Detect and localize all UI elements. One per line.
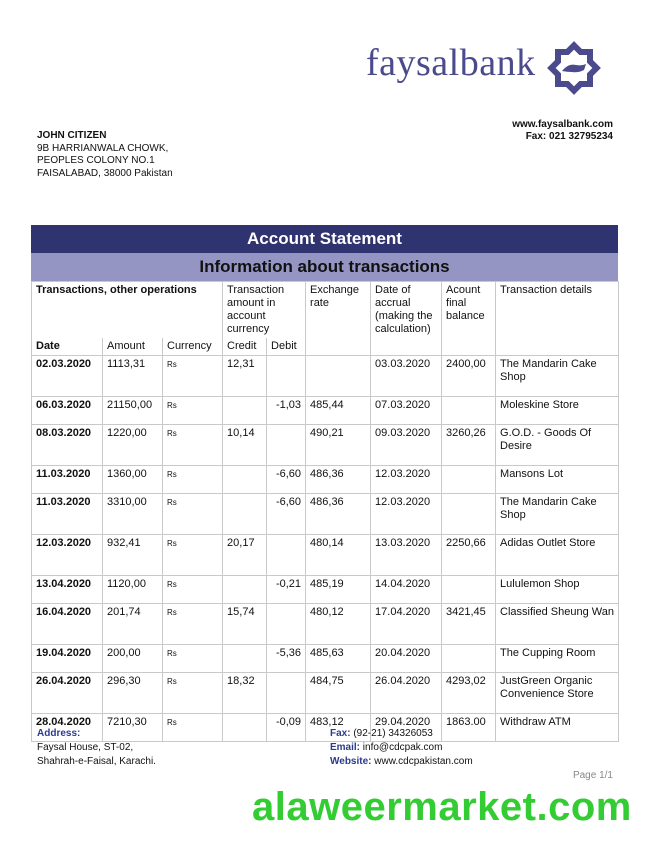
cell-currency: Rs — [163, 356, 223, 397]
bank-website: www.faysalbank.com — [512, 119, 613, 130]
cell-currency: Rs — [163, 397, 223, 425]
cell-amount: 201,74 — [103, 604, 163, 645]
cell-debit: -6,60 — [267, 466, 306, 494]
cell-debit — [267, 535, 306, 576]
cell-details: The Mandarin Cake Shop — [496, 494, 619, 535]
cell-final-balance: 3421,45 — [442, 604, 496, 645]
cell-details: JustGreen Organic Convenience Store — [496, 673, 619, 714]
cell-credit: 12,31 — [223, 356, 267, 397]
header-credit: Credit — [223, 338, 267, 356]
header-date: Date — [32, 338, 103, 356]
cell-credit — [223, 645, 267, 673]
cell-details: The Mandarin Cake Shop — [496, 356, 619, 397]
table-row — [32, 645, 619, 673]
table-row — [32, 466, 619, 494]
cell-accrual-date: 12.03.2020 — [371, 494, 442, 535]
cell-details: Moleskine Store — [496, 397, 619, 425]
table-row — [32, 397, 619, 425]
customer-address-line3: FAISALABAD, 38000 Pakistan — [37, 167, 173, 179]
customer-name: JOHN CITIZEN — [37, 130, 107, 141]
cell-accrual-date: 26.04.2020 — [371, 673, 442, 714]
footer-address-line2: Shahrah-e-Faisal, Karachi. — [37, 756, 156, 767]
cell-amount: 1120,00 — [103, 576, 163, 604]
cell-amount: 1113,31 — [103, 356, 163, 397]
cell-debit — [267, 425, 306, 466]
customer-address-line2: PEOPLES COLONY NO.1 — [37, 155, 155, 166]
cell-amount: 1360,00 — [103, 466, 163, 494]
cell-debit: -0,09 — [267, 714, 306, 742]
cell-debit — [267, 356, 306, 397]
cell-exchange-rate: 485,44 — [306, 397, 371, 425]
cell-accrual-date: 20.04.2020 — [371, 645, 442, 673]
footer-fax-value: (92-21) 34326053 — [353, 728, 433, 739]
header-exchange-rate: Exchange rate — [306, 282, 371, 356]
account-statement — [31, 225, 618, 742]
header-amount: Amount — [103, 338, 163, 356]
cell-date: 12.03.2020 — [32, 535, 103, 576]
cell-currency: Rs — [163, 604, 223, 645]
cell-exchange-rate — [306, 356, 371, 397]
star-emblem-icon — [542, 40, 606, 96]
cell-debit: -1,03 — [267, 397, 306, 425]
cell-date: 02.03.2020 — [32, 356, 103, 397]
statement-subtitle: Information about transactions — [31, 253, 618, 281]
cell-final-balance — [442, 576, 496, 604]
customer-address-line1: 9B HARRIANWALA CHOWK, — [37, 142, 169, 154]
header-amount-group: Transaction amount in account currency — [223, 282, 306, 339]
cell-amount: 3310,00 — [103, 494, 163, 535]
cell-date: 26.04.2020 — [32, 673, 103, 714]
table-row — [32, 576, 619, 604]
watermark-text: alaweermarket.com — [252, 785, 632, 829]
cell-debit: -0,21 — [267, 576, 306, 604]
cell-date: 19.04.2020 — [32, 645, 103, 673]
cell-credit: 18,32 — [223, 673, 267, 714]
cell-credit: 15,74 — [223, 604, 267, 645]
cell-debit: -5,36 — [267, 645, 306, 673]
cell-details: The Cupping Room — [496, 645, 619, 673]
cell-date: 16.04.2020 — [32, 604, 103, 645]
cell-credit — [223, 576, 267, 604]
cell-amount: 932,41 — [103, 535, 163, 576]
customer-address — [37, 130, 173, 180]
cell-debit — [267, 673, 306, 714]
cell-details: Withdraw ATM — [496, 714, 619, 742]
footer-email-label: Email: — [330, 742, 361, 753]
cell-accrual-date: 03.03.2020 — [371, 356, 442, 397]
cell-credit — [223, 714, 267, 742]
cell-date: 08.03.2020 — [32, 425, 103, 466]
cell-details: Lululemon Shop — [496, 576, 619, 604]
table-row — [32, 604, 619, 645]
logo-wordmark-part1: faysal — [366, 42, 460, 84]
cell-amount: 296,30 — [103, 673, 163, 714]
header-final-balance: Acount final balance — [442, 282, 496, 356]
cell-amount: 21150,00 — [103, 397, 163, 425]
statement-title: Account Statement — [31, 225, 618, 253]
table-row — [32, 356, 619, 397]
cell-amount: 200,00 — [103, 645, 163, 673]
cell-credit — [223, 466, 267, 494]
cell-currency: Rs — [163, 673, 223, 714]
cell-date: 11.03.2020 — [32, 494, 103, 535]
cell-credit: 20,17 — [223, 535, 267, 576]
cell-final-balance — [442, 645, 496, 673]
table-row — [32, 673, 619, 714]
cell-exchange-rate: 483,12 — [306, 714, 371, 742]
cell-credit — [223, 397, 267, 425]
cell-debit: -6,60 — [267, 494, 306, 535]
cell-final-balance: 2250,66 — [442, 535, 496, 576]
cell-currency: Rs — [163, 645, 223, 673]
cell-date: 28.04.2020 — [32, 714, 103, 742]
cell-date: 06.03.2020 — [32, 397, 103, 425]
cell-accrual-date: 29.04.2020 — [371, 714, 442, 742]
header-transactions-group: Transactions, other operations — [32, 282, 223, 339]
cell-accrual-date: 14.04.2020 — [371, 576, 442, 604]
cell-exchange-rate: 480,14 — [306, 535, 371, 576]
cell-exchange-rate: 484,75 — [306, 673, 371, 714]
cell-final-balance: 3260,26 — [442, 425, 496, 466]
cell-exchange-rate: 486,36 — [306, 466, 371, 494]
cell-final-balance: 2400,00 — [442, 356, 496, 397]
cell-amount: 7210,30 — [103, 714, 163, 742]
cell-exchange-rate: 480,12 — [306, 604, 371, 645]
cell-exchange-rate: 490,21 — [306, 425, 371, 466]
cell-details: Mansons Lot — [496, 466, 619, 494]
cell-final-balance — [442, 466, 496, 494]
table-row — [32, 494, 619, 535]
cell-accrual-date: 13.03.2020 — [371, 535, 442, 576]
footer-address-line1: Faysal House, ST-02, — [37, 742, 134, 753]
footer-fax-label: Fax: — [330, 728, 351, 739]
table-header-row-1 — [32, 282, 619, 339]
logo-wordmark-part2: bank — [459, 42, 536, 84]
cell-accrual-date: 17.04.2020 — [371, 604, 442, 645]
table-row — [32, 535, 619, 576]
cell-exchange-rate: 486,36 — [306, 494, 371, 535]
footer-email-value[interactable]: info@cdcpak.com — [362, 742, 443, 753]
cell-final-balance: 1863.00 — [442, 714, 496, 742]
cell-credit — [223, 494, 267, 535]
cell-date: 11.03.2020 — [32, 466, 103, 494]
transactions-table — [31, 281, 619, 742]
cell-date: 13.04.2020 — [32, 576, 103, 604]
bank-fax: Fax: 021 32795234 — [525, 131, 613, 142]
cell-debit — [267, 604, 306, 645]
cell-currency: Rs — [163, 425, 223, 466]
cell-accrual-date: 09.03.2020 — [371, 425, 442, 466]
cell-details: Classified Sheung Wan — [496, 604, 619, 645]
bank-contact — [512, 119, 613, 143]
header-debit: Debit — [267, 338, 306, 356]
cell-amount: 1220,00 — [103, 425, 163, 466]
faysalbank-logo — [366, 40, 616, 90]
cell-final-balance — [442, 494, 496, 535]
footer-address-label: Address: — [37, 728, 81, 739]
header-date-accrual: Date of accrual (making the calculation) — [371, 282, 442, 356]
page-number: Page 1/1 — [572, 770, 613, 781]
cell-accrual-date: 12.03.2020 — [371, 466, 442, 494]
transactions-body — [32, 356, 619, 742]
cell-final-balance: 4293,02 — [442, 673, 496, 714]
footer-website-value[interactable]: www.cdcpakistan.com — [374, 756, 473, 767]
header-details: Transaction details — [496, 282, 619, 356]
logo-wordmark — [366, 40, 536, 86]
cell-exchange-rate: 485,63 — [306, 645, 371, 673]
cell-currency: Rs — [163, 494, 223, 535]
cell-final-balance — [442, 397, 496, 425]
cell-currency: Rs — [163, 535, 223, 576]
cell-details: Adidas Outlet Store — [496, 535, 619, 576]
cell-currency: Rs — [163, 466, 223, 494]
cell-exchange-rate: 485,19 — [306, 576, 371, 604]
cell-currency: Rs — [163, 576, 223, 604]
cell-details: G.O.D. - Goods Of Desire — [496, 425, 619, 466]
table-row — [32, 425, 619, 466]
header-currency: Currency — [163, 338, 223, 356]
footer-contact — [330, 727, 473, 769]
cell-accrual-date: 07.03.2020 — [371, 397, 442, 425]
footer-address — [37, 727, 156, 769]
footer-website-label: Website: — [330, 756, 372, 767]
cell-credit: 10,14 — [223, 425, 267, 466]
cell-currency: Rs — [163, 714, 223, 742]
